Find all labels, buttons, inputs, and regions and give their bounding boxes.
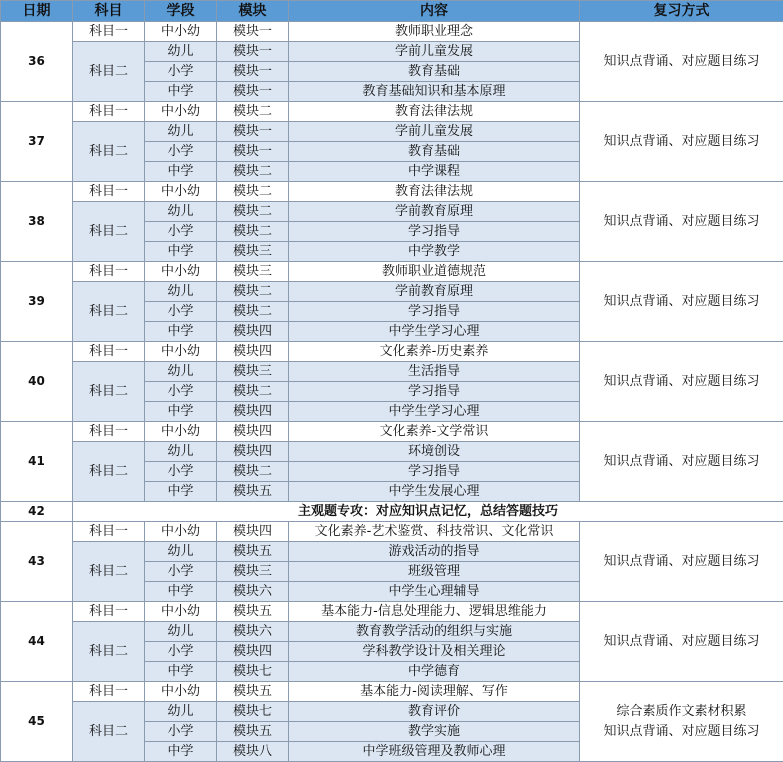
module-cell: 模块二: [217, 182, 289, 202]
day-number: 38: [1, 182, 73, 262]
review-method-line: 知识点背诵、对应题目练习: [580, 132, 783, 152]
content-cell: 班级管理: [289, 562, 580, 582]
review-method-line: 知识点背诵、对应题目练习: [580, 632, 783, 652]
stage-cell: 中小幼: [145, 602, 217, 622]
subject-cell: 科目二: [73, 202, 145, 262]
header-date: 日期: [1, 1, 73, 22]
stage-cell: 中学: [145, 322, 217, 342]
review-method-line: 知识点背诵、对应题目练习: [580, 52, 783, 72]
module-cell: 模块五: [217, 482, 289, 502]
stage-cell: 小学: [145, 462, 217, 482]
stage-cell: 中学: [145, 662, 217, 682]
content-cell: 学前儿童发展: [289, 122, 580, 142]
stage-cell: 小学: [145, 382, 217, 402]
content-cell: 教育基础: [289, 62, 580, 82]
content-cell: 教育法律法规: [289, 182, 580, 202]
day-number: 42: [1, 502, 73, 522]
content-cell: 学习指导: [289, 462, 580, 482]
content-cell: 教学实施: [289, 722, 580, 742]
module-cell: 模块八: [217, 742, 289, 762]
stage-cell: 中小幼: [145, 682, 217, 702]
review-method-cell: [580, 102, 783, 182]
day-number: 40: [1, 342, 73, 422]
subject-cell: 科目一: [73, 602, 145, 622]
module-cell: 模块一: [217, 22, 289, 42]
module-cell: 模块二: [217, 222, 289, 242]
content-cell: 教育基础知识和基本原理: [289, 82, 580, 102]
subject-cell: 科目二: [73, 622, 145, 682]
subject-cell: 科目一: [73, 522, 145, 542]
module-cell: 模块二: [217, 102, 289, 122]
content-cell: 学前教育原理: [289, 202, 580, 222]
stage-cell: 幼儿: [145, 122, 217, 142]
module-cell: 模块二: [217, 302, 289, 322]
module-cell: 模块七: [217, 662, 289, 682]
module-cell: 模块六: [217, 582, 289, 602]
review-method-cell: [580, 22, 783, 102]
stage-cell: 中小幼: [145, 262, 217, 282]
module-cell: 模块三: [217, 362, 289, 382]
module-cell: 模块二: [217, 462, 289, 482]
content-cell: 学前儿童发展: [289, 42, 580, 62]
content-cell: 教育基础: [289, 142, 580, 162]
module-cell: 模块一: [217, 62, 289, 82]
review-method-cell: [580, 262, 783, 342]
stage-cell: 中小幼: [145, 522, 217, 542]
stage-cell: 中小幼: [145, 182, 217, 202]
stage-cell: 小学: [145, 142, 217, 162]
table-row: [1, 182, 783, 202]
stage-cell: 中学: [145, 582, 217, 602]
header-row: [1, 1, 783, 22]
review-method-line: 知识点背诵、对应题目练习: [580, 212, 783, 232]
module-cell: 模块三: [217, 562, 289, 582]
table-row: [1, 342, 783, 362]
stage-cell: 中小幼: [145, 422, 217, 442]
stage-cell: 中学: [145, 402, 217, 422]
content-cell: 中学生发展心理: [289, 482, 580, 502]
day-number: 43: [1, 522, 73, 602]
content-cell: 学习指导: [289, 222, 580, 242]
header-subject: 科目: [73, 1, 145, 22]
review-method-cell: [580, 602, 783, 682]
header-stage: 学段: [145, 1, 217, 22]
stage-cell: 幼儿: [145, 622, 217, 642]
module-cell: 模块七: [217, 702, 289, 722]
module-cell: 模块一: [217, 42, 289, 62]
content-cell: 文化素养-文学常识: [289, 422, 580, 442]
content-cell: 教育教学活动的组织与实施: [289, 622, 580, 642]
stage-cell: 幼儿: [145, 542, 217, 562]
content-cell: 中学教学: [289, 242, 580, 262]
content-cell: 中学生学习心理: [289, 402, 580, 422]
content-cell: 环境创设: [289, 442, 580, 462]
module-cell: 模块五: [217, 542, 289, 562]
table-row: [1, 262, 783, 282]
stage-cell: 幼儿: [145, 202, 217, 222]
content-cell: 中学德育: [289, 662, 580, 682]
stage-cell: 小学: [145, 302, 217, 322]
module-cell: 模块四: [217, 402, 289, 422]
content-cell: 学前教育原理: [289, 282, 580, 302]
stage-cell: 小学: [145, 562, 217, 582]
subject-cell: 科目二: [73, 702, 145, 762]
module-cell: 模块二: [217, 162, 289, 182]
content-cell: 文化素养-历史素养: [289, 342, 580, 362]
subject-cell: 科目一: [73, 422, 145, 442]
review-method-cell: [580, 342, 783, 422]
subject-cell: 科目二: [73, 42, 145, 102]
subject-cell: 科目二: [73, 122, 145, 182]
stage-cell: 小学: [145, 222, 217, 242]
review-method-line: 知识点背诵、对应题目练习: [580, 372, 783, 392]
stage-cell: 中学: [145, 162, 217, 182]
content-cell: 学习指导: [289, 302, 580, 322]
content-cell: 学习指导: [289, 382, 580, 402]
stage-cell: 中小幼: [145, 22, 217, 42]
day-number: 37: [1, 102, 73, 182]
header-content: 内容: [289, 1, 580, 22]
review-method-line: 知识点背诵、对应题目练习: [580, 722, 783, 742]
stage-cell: 中小幼: [145, 102, 217, 122]
module-cell: 模块四: [217, 422, 289, 442]
content-cell: 游戏活动的指导: [289, 542, 580, 562]
review-method-cell: [580, 422, 783, 502]
content-cell: 教师职业道德规范: [289, 262, 580, 282]
stage-cell: 中学: [145, 82, 217, 102]
module-cell: 模块五: [217, 722, 289, 742]
module-cell: 模块四: [217, 322, 289, 342]
module-cell: 模块四: [217, 442, 289, 462]
module-cell: 模块四: [217, 522, 289, 542]
module-cell: 模块三: [217, 262, 289, 282]
module-cell: 模块一: [217, 82, 289, 102]
stage-cell: 幼儿: [145, 442, 217, 462]
subject-cell: 科目一: [73, 262, 145, 282]
content-cell: 基本能力-阅读理解、写作: [289, 682, 580, 702]
content-cell: 中学班级管理及教师心理: [289, 742, 580, 762]
review-method-line: 知识点背诵、对应题目练习: [580, 292, 783, 312]
stage-cell: 中学: [145, 242, 217, 262]
review-method-cell: [580, 182, 783, 262]
day-number: 45: [1, 682, 73, 762]
day-number: 41: [1, 422, 73, 502]
review-method-line: 综合素质作文素材积累: [580, 702, 783, 722]
stage-cell: 中学: [145, 482, 217, 502]
day-number: 39: [1, 262, 73, 342]
module-cell: 模块二: [217, 282, 289, 302]
subject-cell: 科目一: [73, 182, 145, 202]
content-cell: 教育评价: [289, 702, 580, 722]
table-row: [1, 602, 783, 622]
subject-cell: 科目一: [73, 102, 145, 122]
day-number: 36: [1, 22, 73, 102]
module-cell: 模块二: [217, 202, 289, 222]
subject-cell: 科目二: [73, 362, 145, 422]
review-method-line: 知识点背诵、对应题目练习: [580, 452, 783, 472]
stage-cell: 幼儿: [145, 282, 217, 302]
content-cell: 中学生学习心理: [289, 322, 580, 342]
table-row: [1, 22, 783, 42]
table-row: [1, 422, 783, 442]
module-cell: 模块五: [217, 682, 289, 702]
module-cell: 模块一: [217, 142, 289, 162]
header-review-method: 复习方式: [580, 1, 783, 22]
subject-cell: 科目二: [73, 542, 145, 602]
module-cell: 模块四: [217, 342, 289, 362]
subject-cell: 科目一: [73, 22, 145, 42]
subject-cell: 科目二: [73, 282, 145, 342]
content-cell: 文化素养-艺术鉴赏、科技常识、文化常识: [289, 522, 580, 542]
stage-cell: 幼儿: [145, 42, 217, 62]
stage-cell: 中学: [145, 742, 217, 762]
content-cell: 教师职业理念: [289, 22, 580, 42]
content-cell: 生活指导: [289, 362, 580, 382]
table-row: [1, 682, 783, 702]
table-row: [1, 102, 783, 122]
content-cell: 教育法律法规: [289, 102, 580, 122]
review-method-cell: [580, 682, 783, 762]
subject-cell: 科目一: [73, 342, 145, 362]
module-cell: 模块一: [217, 122, 289, 142]
content-cell: 基本能力-信息处理能力、逻辑思维能力: [289, 602, 580, 622]
module-cell: 模块二: [217, 382, 289, 402]
module-cell: 模块四: [217, 642, 289, 662]
module-cell: 模块三: [217, 242, 289, 262]
table-row: [1, 502, 783, 522]
stage-cell: 幼儿: [145, 702, 217, 722]
subject-cell: 科目二: [73, 442, 145, 502]
module-cell: 模块六: [217, 622, 289, 642]
content-cell: 中学课程: [289, 162, 580, 182]
schedule-body: [1, 22, 783, 762]
day-number: 44: [1, 602, 73, 682]
table-row: [1, 522, 783, 542]
stage-cell: 中小幼: [145, 342, 217, 362]
subject-cell: 科目一: [73, 682, 145, 702]
header-module: 模块: [217, 1, 289, 22]
stage-cell: 小学: [145, 62, 217, 82]
special-topic-banner: 主观题专攻：对应知识点记忆，总结答题技巧: [73, 502, 783, 522]
review-method-cell: [580, 522, 783, 602]
stage-cell: 小学: [145, 642, 217, 662]
stage-cell: 小学: [145, 722, 217, 742]
module-cell: 模块五: [217, 602, 289, 622]
review-method-line: 知识点背诵、对应题目练习: [580, 552, 783, 572]
stage-cell: 幼儿: [145, 362, 217, 382]
content-cell: 学科教学设计及相关理论: [289, 642, 580, 662]
content-cell: 中学生心理辅导: [289, 582, 580, 602]
